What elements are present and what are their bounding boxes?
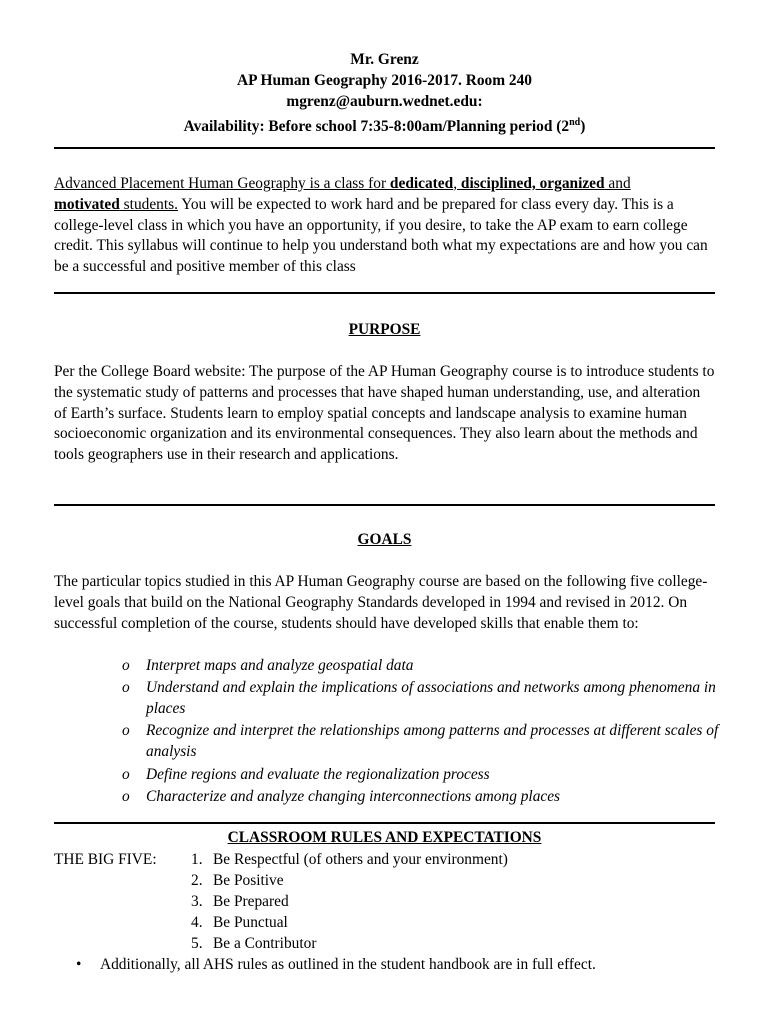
rule-text: Be Punctual: [213, 914, 288, 931]
availability-superscript: nd: [569, 117, 581, 128]
and-text: and: [604, 175, 631, 192]
additional-rule-text: Additionally, all AHS rules as outlined in the student handbook are in full effect.: [100, 956, 596, 973]
list-marker: o: [122, 657, 130, 674]
availability-text: Availability: Before school 7:35-8:00am/Planning period (2: [183, 118, 570, 136]
goal-text: Interpret maps and analyze geospatial data: [146, 657, 414, 674]
goals-heading: GOALS: [357, 531, 412, 548]
rule-number: 1.: [191, 851, 203, 868]
rules-heading: CLASSROOM RULES AND EXPECTATIONS: [227, 829, 542, 846]
divider: [54, 822, 715, 824]
course-title: AP Human Geography 2016-2017. Room 240: [237, 72, 532, 89]
goal-text: Characterize and analyze changing interconnections among places: [146, 788, 561, 805]
goal-text: Define regions and evaluate the regionalization process: [146, 766, 490, 783]
goal-item: [122, 655, 722, 676]
rule-number: 4.: [191, 914, 203, 931]
goal-item: [122, 786, 722, 807]
goal-text: Understand and explain the implications of associations and networks among phenomena in places: [146, 679, 716, 718]
rule-item: [191, 871, 284, 892]
goal-text: Recognize and interpret the relationships among patterns and processes at different scales of analysis: [146, 722, 719, 761]
rule-item: [191, 913, 288, 934]
rule-item: [191, 892, 289, 913]
purpose-paragraph: Per the College Board website: The purpose of the AP Human Geography course is to introduce students to the systematic study of patterns and processes that have shaped human understanding, use, and alteration of Earth’s surface. Students learn to employ spatial concepts and landscape analysis to examine human socioeconomic organization and its environmental consequences. They also learn about the methods and tools geographers use in their research and applications.: [54, 363, 715, 464]
rule-text: Be Prepared: [213, 893, 289, 910]
rule-text: Be a Contributor: [213, 935, 317, 952]
keyword-dedicated: dedicated: [389, 175, 454, 192]
divider: [54, 147, 715, 149]
goal-item: [122, 720, 722, 762]
rule-number: 5.: [191, 935, 203, 952]
keyword-motivated: motivated: [54, 195, 120, 213]
goals-paragraph: The particular topics studied in this AP Human Geography course are based on the following five college-level goals that build on the National Geography Standards developed in 1994 and revised in 2012. On successful completion of the course, students should have developed skills that enable them to:: [54, 573, 708, 632]
rule-number: 2.: [191, 872, 203, 889]
teacher-email: mgrenz@auburn.wednet.edu:: [286, 93, 483, 110]
keyword-disciplined-organized: disciplined, organized: [460, 175, 605, 192]
goal-item: [122, 677, 722, 719]
intro-lead: Advanced Placement Human Geography is a class for: [54, 175, 390, 192]
rule-item: [191, 850, 508, 871]
divider: [54, 504, 715, 506]
comma: ,: [453, 175, 461, 192]
purpose-heading: PURPOSE: [348, 321, 421, 338]
availability-close: ): [580, 118, 586, 136]
bullet-icon: •: [76, 956, 82, 973]
list-marker: o: [122, 722, 130, 739]
rule-text: Be Respectful (of others and your environment): [213, 851, 508, 868]
list-marker: o: [122, 679, 130, 696]
students-text: students.: [119, 195, 178, 213]
rule-number: 3.: [191, 893, 203, 910]
list-marker: o: [122, 766, 130, 783]
big-five-label: THE BIG FIVE:: [54, 851, 157, 868]
goal-item: [122, 764, 722, 785]
additional-rule: [76, 955, 596, 976]
availability: [54, 112, 715, 137]
intro-paragraph: [54, 174, 715, 278]
intro-rest: You will be expected to work hard and be prepared for class every day. This is a college-level class in which you have an opportunity, if you desire, to take the AP exam to earn college credit. This syllabus will continue to help you understand both what my expectations are and how you can be a successful and positive member of this class: [54, 195, 708, 276]
list-marker: o: [122, 788, 130, 805]
divider: [54, 292, 715, 294]
rule-text: Be Positive: [213, 872, 284, 889]
rule-item: [191, 934, 316, 955]
teacher-name: Mr. Grenz: [350, 51, 419, 68]
